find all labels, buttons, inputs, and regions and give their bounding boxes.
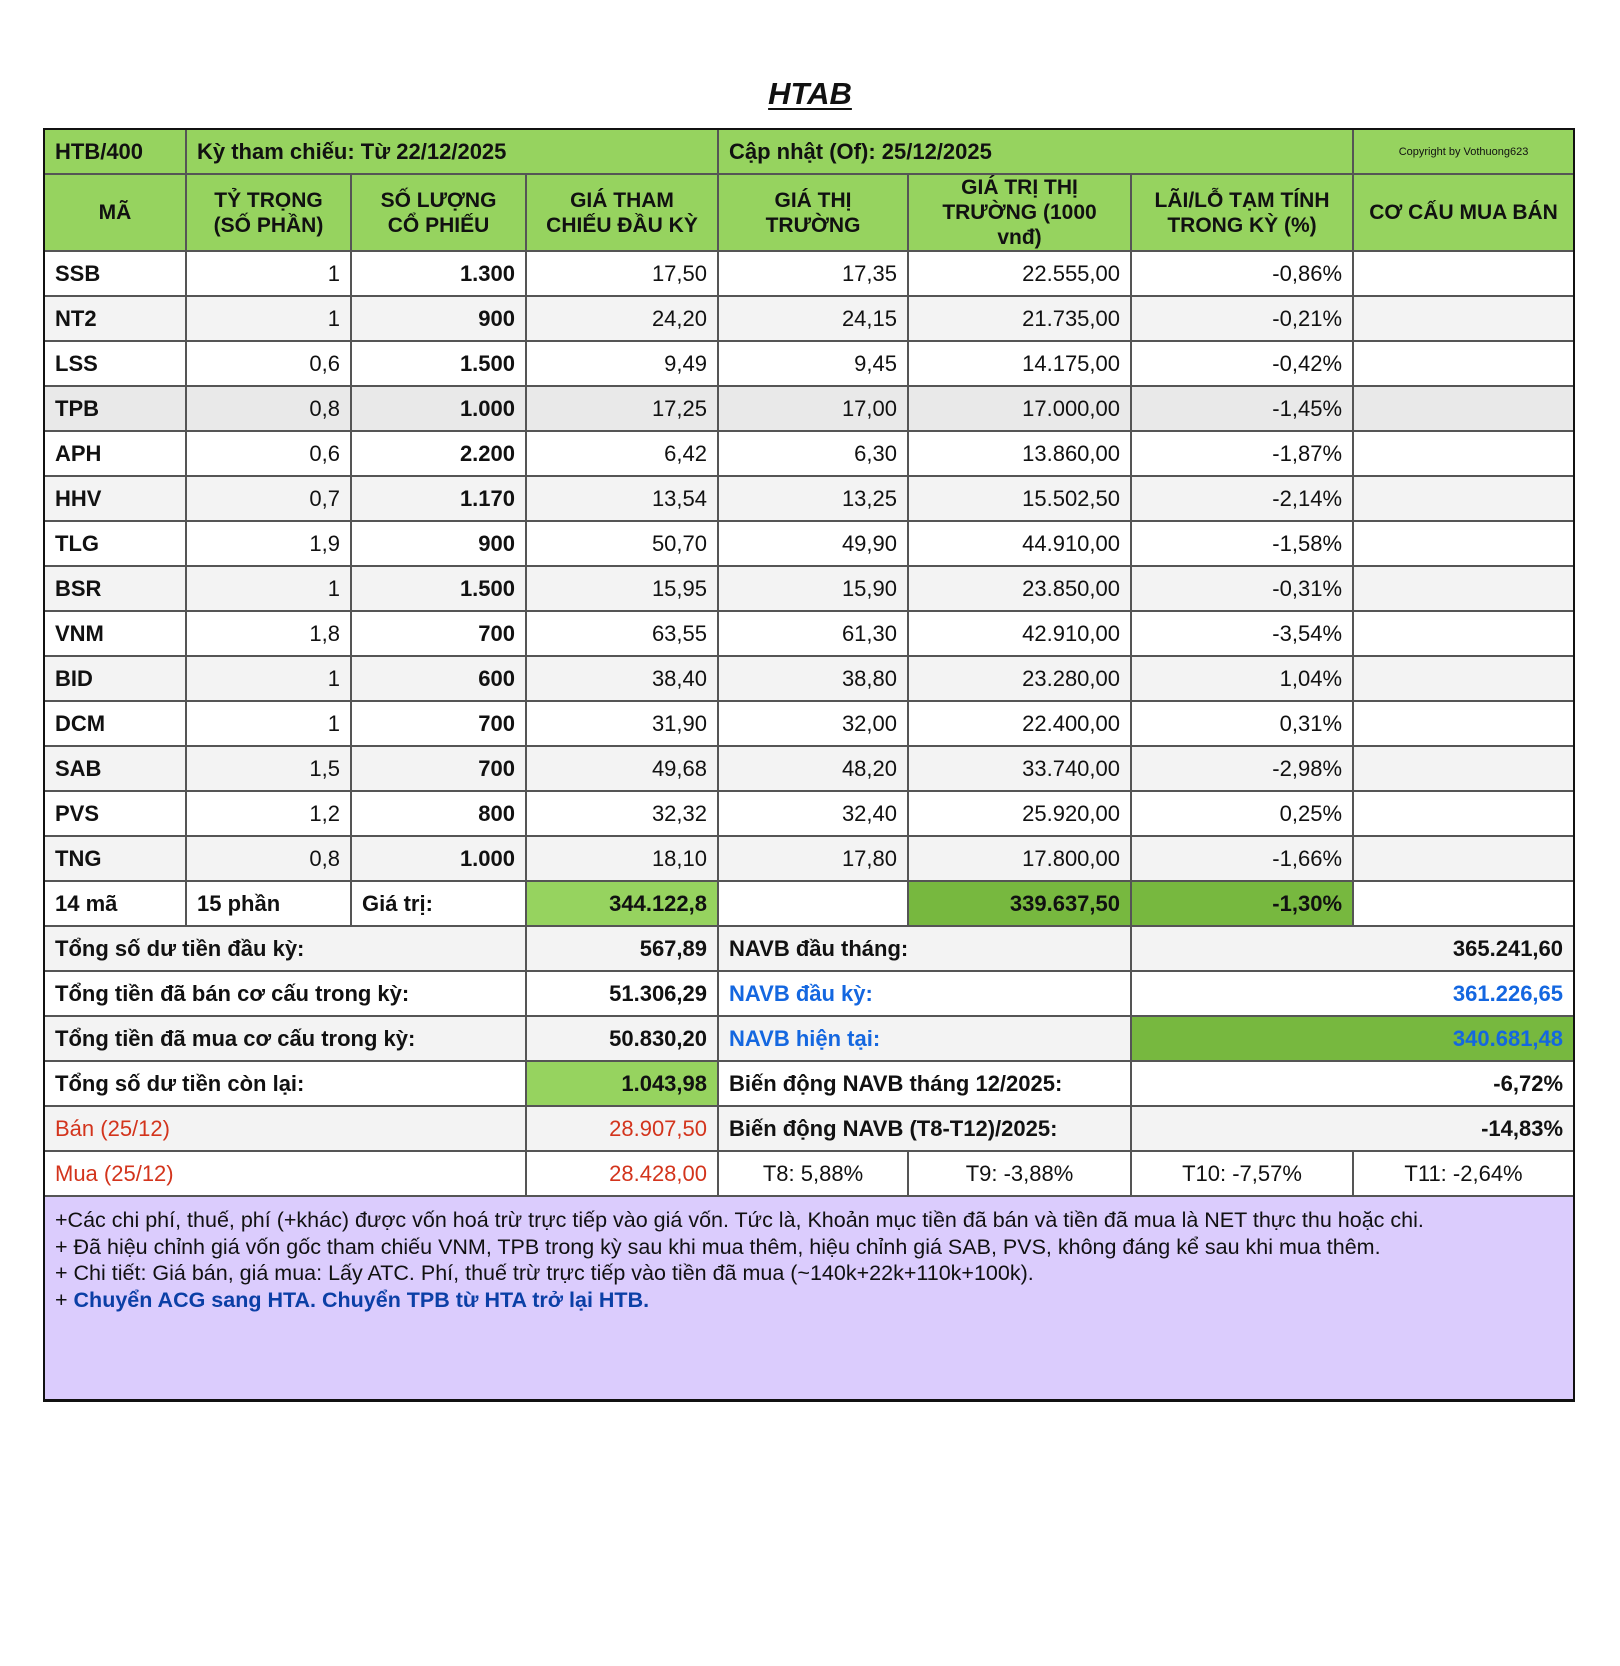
bought-label: Tổng tiền đã mua cơ cấu trong kỳ: — [45, 1016, 526, 1061]
note-prefix: + — [55, 1287, 74, 1312]
column-header-row — [45, 174, 1573, 251]
cell-rebalance — [1353, 836, 1573, 881]
sell-today-label: Bán (25/12) — [45, 1106, 526, 1151]
cell-ref-price: 17,25 — [526, 386, 718, 431]
cell-pnl: -2,14% — [1131, 476, 1353, 521]
total-market-value: 339.637,50 — [908, 881, 1131, 926]
notes-row — [45, 1196, 1573, 1399]
navb-month-start-label: NAVB đầu tháng: — [718, 926, 1131, 971]
cell-quantity: 1.000 — [351, 836, 526, 881]
table-row — [45, 701, 1573, 746]
cell-market-value: 22.400,00 — [908, 701, 1131, 746]
portfolio-code: HTB/400 — [45, 130, 186, 174]
remaining-cash-label: Tổng số dư tiền còn lại: — [45, 1061, 526, 1106]
cell-weight: 1 — [186, 566, 351, 611]
cell-market-value: 42.910,00 — [908, 611, 1131, 656]
cell-pnl: -0,21% — [1131, 296, 1353, 341]
cell-weight: 1 — [186, 251, 351, 296]
table-row — [45, 251, 1573, 296]
cell-pnl: 0,31% — [1131, 701, 1353, 746]
table-row — [45, 836, 1573, 881]
header-ticker: MÃ — [45, 174, 186, 251]
cell-market-price: 32,00 — [718, 701, 908, 746]
table-row — [45, 476, 1573, 521]
cell-rebalance — [1353, 476, 1573, 521]
cell-weight: 1,5 — [186, 746, 351, 791]
monthly-change-t11: T11: -2,64% — [1353, 1151, 1573, 1196]
cell-market-price: 17,00 — [718, 386, 908, 431]
cell-market-value: 17.800,00 — [908, 836, 1131, 881]
cell-rebalance — [1353, 701, 1573, 746]
cell-rebalance — [1353, 746, 1573, 791]
cell-ticker: DCM — [45, 701, 186, 746]
header-market-value: GIÁ TRỊ THỊ TRƯỜNG (1000 vnđ) — [908, 174, 1131, 251]
cell-quantity: 800 — [351, 791, 526, 836]
sold-label: Tổng tiền đã bán cơ cấu trong kỳ: — [45, 971, 526, 1016]
summary-row — [45, 926, 1573, 971]
cell-ticker: TLG — [45, 521, 186, 566]
cell-weight: 1 — [186, 656, 351, 701]
cell-quantity: 900 — [351, 521, 526, 566]
cell-ref-price: 9,49 — [526, 341, 718, 386]
monthly-change-t8: T8: 5,88% — [718, 1151, 908, 1196]
cell-ticker: HHV — [45, 476, 186, 521]
cell-pnl: -1,66% — [1131, 836, 1353, 881]
cell-market-value: 14.175,00 — [908, 341, 1131, 386]
cell-market-price: 38,80 — [718, 656, 908, 701]
cell-weight: 0,8 — [186, 386, 351, 431]
cell-rebalance — [1353, 611, 1573, 656]
cell-weight: 0,8 — [186, 836, 351, 881]
header-quantity: SỐ LƯỢNG CỔ PHIẾU — [351, 174, 526, 251]
cell-pnl: -1,45% — [1131, 386, 1353, 431]
cell-weight: 0,6 — [186, 431, 351, 476]
table-row — [45, 296, 1573, 341]
table-row — [45, 341, 1573, 386]
summary-row — [45, 1061, 1573, 1106]
cell-ticker: LSS — [45, 341, 186, 386]
cell-rebalance — [1353, 431, 1573, 476]
update-date: Cập nhật (Of): 25/12/2025 — [718, 130, 1353, 174]
table-row — [45, 386, 1573, 431]
cell-pnl: -1,58% — [1131, 521, 1353, 566]
sell-today-value: 28.907,50 — [526, 1106, 718, 1151]
header-ref-price: GIÁ THAM CHIẾU ĐẦU KỲ — [526, 174, 718, 251]
total-value-label: Giá trị: — [351, 881, 526, 926]
cell-market-value: 13.860,00 — [908, 431, 1131, 476]
header-weight: TỶ TRỌNG (SỐ PHẦN) — [186, 174, 351, 251]
summary-row — [45, 1106, 1573, 1151]
cell-pnl: 1,04% — [1131, 656, 1353, 701]
header-rebalance: CƠ CẤU MUA BÁN — [1353, 174, 1573, 251]
cell-quantity: 700 — [351, 611, 526, 656]
cell-rebalance — [1353, 566, 1573, 611]
navb-month-change-value: -6,72% — [1131, 1061, 1573, 1106]
total-empty — [718, 881, 908, 926]
cell-ticker: NT2 — [45, 296, 186, 341]
cell-rebalance — [1353, 521, 1573, 566]
header-pnl: LÃI/LỖ TẠM TÍNH TRONG KỲ (%) — [1131, 174, 1353, 251]
opening-cash-value: 567,89 — [526, 926, 718, 971]
cell-pnl: -2,98% — [1131, 746, 1353, 791]
cell-ticker: SAB — [45, 746, 186, 791]
monthly-change-t10: T10: -7,57% — [1131, 1151, 1353, 1196]
table-row — [45, 656, 1573, 701]
cell-market-price: 6,30 — [718, 431, 908, 476]
cell-market-price: 49,90 — [718, 521, 908, 566]
cell-ref-price: 50,70 — [526, 521, 718, 566]
cell-pnl: -1,87% — [1131, 431, 1353, 476]
cell-ref-price: 24,20 — [526, 296, 718, 341]
table-row — [45, 791, 1573, 836]
note-line: +Các chi phí, thuế, phí (+khác) được vốn hoá trừ trực tiếp vào giá vốn. Tức là, Khoản mục tiền đã bán và tiền đã mua là NET thực thu hoặc chi. — [55, 1208, 1424, 1232]
total-pnl: -1,30% — [1131, 881, 1353, 926]
cell-pnl: -0,86% — [1131, 251, 1353, 296]
buy-today-label: Mua (25/12) — [45, 1151, 526, 1196]
cell-market-price: 32,40 — [718, 791, 908, 836]
navb-current-label: NAVB hiện tại: — [718, 1016, 1131, 1061]
portfolio-sheet — [43, 128, 1575, 1402]
navb-period-start-label: NAVB đầu kỳ: — [718, 971, 1131, 1016]
copyright: Copyright by Vothuong623 — [1353, 130, 1573, 174]
cell-pnl: 0,25% — [1131, 791, 1353, 836]
table-row — [45, 566, 1573, 611]
cell-weight: 1 — [186, 296, 351, 341]
cell-ref-price: 17,50 — [526, 251, 718, 296]
cell-market-value: 23.850,00 — [908, 566, 1131, 611]
cell-rebalance — [1353, 386, 1573, 431]
cell-ref-price: 63,55 — [526, 611, 718, 656]
navb-period-start-value: 361.226,65 — [1131, 971, 1573, 1016]
opening-cash-label: Tổng số dư tiền đầu kỳ: — [45, 926, 526, 971]
cell-market-value: 44.910,00 — [908, 521, 1131, 566]
cell-quantity: 700 — [351, 701, 526, 746]
cell-weight: 0,6 — [186, 341, 351, 386]
cell-rebalance — [1353, 656, 1573, 701]
summary-row — [45, 971, 1573, 1016]
summary-row — [45, 1016, 1573, 1061]
cell-market-price: 17,80 — [718, 836, 908, 881]
cell-market-value: 17.000,00 — [908, 386, 1131, 431]
cell-market-value: 33.740,00 — [908, 746, 1131, 791]
bought-value: 50.830,20 — [526, 1016, 718, 1061]
info-row — [45, 130, 1573, 174]
total-rebalance — [1353, 881, 1573, 926]
cell-quantity: 1.300 — [351, 251, 526, 296]
cell-market-value: 22.555,00 — [908, 251, 1131, 296]
note-line: + Chi tiết: Giá bán, giá mua: Lấy ATC. Phí, thuế trừ trực tiếp vào tiền đã mua (~140k+22k+110k+100k). — [55, 1261, 1034, 1285]
cell-market-value: 23.280,00 — [908, 656, 1131, 701]
cell-weight: 0,7 — [186, 476, 351, 521]
cell-market-price: 24,15 — [718, 296, 908, 341]
table-row — [45, 521, 1573, 566]
cell-ref-price: 32,32 — [526, 791, 718, 836]
cell-ticker: TPB — [45, 386, 186, 431]
cell-pnl: -0,42% — [1131, 341, 1353, 386]
summary-row — [45, 1151, 1573, 1196]
reference-period: Kỳ tham chiếu: Từ 22/12/2025 — [186, 130, 718, 174]
portfolio-table — [45, 130, 1573, 1399]
cell-ticker: SSB — [45, 251, 186, 296]
navb-month-change-label: Biến động NAVB tháng 12/2025: — [718, 1061, 1131, 1106]
cell-market-price: 17,35 — [718, 251, 908, 296]
note-highlight: Chuyển ACG sang HTA. Chuyển TPB từ HTA trở lại HTB. — [73, 1287, 650, 1312]
remaining-cash-value: 1.043,98 — [526, 1061, 718, 1106]
buy-today-value: 28.428,00 — [526, 1151, 718, 1196]
total-ref-value: 344.122,8 — [526, 881, 718, 926]
table-row — [45, 431, 1573, 476]
total-parts: 15 phần — [186, 881, 351, 926]
cell-quantity: 600 — [351, 656, 526, 701]
navb-range-change-label: Biến động NAVB (T8-T12)/2025: — [718, 1106, 1131, 1151]
navb-month-start-value: 365.241,60 — [1131, 926, 1573, 971]
cell-pnl: -3,54% — [1131, 611, 1353, 656]
cell-rebalance — [1353, 296, 1573, 341]
notes-box — [45, 1196, 1573, 1399]
total-count: 14 mã — [45, 881, 186, 926]
cell-quantity: 2.200 — [351, 431, 526, 476]
cell-rebalance — [1353, 251, 1573, 296]
cell-market-price: 9,45 — [718, 341, 908, 386]
note-line: + Đã hiệu chỉnh giá vốn gốc tham chiếu VNM, TPB trong kỳ sau khi mua thêm, hiệu chỉnh giá SAB, PVS, không đáng kể sau khi mua thêm. — [55, 1234, 1381, 1259]
header-market-price: GIÁ THỊ TRƯỜNG — [718, 174, 908, 251]
cell-market-price: 61,30 — [718, 611, 908, 656]
cell-ticker: BSR — [45, 566, 186, 611]
cell-ref-price: 31,90 — [526, 701, 718, 746]
cell-ticker: VNM — [45, 611, 186, 656]
cell-ticker: BID — [45, 656, 186, 701]
cell-ref-price: 13,54 — [526, 476, 718, 521]
cell-weight: 1 — [186, 701, 351, 746]
cell-quantity: 1.000 — [351, 386, 526, 431]
sold-value: 51.306,29 — [526, 971, 718, 1016]
cell-market-value: 21.735,00 — [908, 296, 1131, 341]
table-row — [45, 611, 1573, 656]
cell-quantity: 900 — [351, 296, 526, 341]
monthly-change-t9: T9: -3,88% — [908, 1151, 1131, 1196]
navb-current-value: 340.681,48 — [1131, 1016, 1573, 1061]
page-title: HTAB — [768, 76, 852, 111]
cell-ticker: PVS — [45, 791, 186, 836]
navb-range-change-value: -14,83% — [1131, 1106, 1573, 1151]
cell-ticker: TNG — [45, 836, 186, 881]
note-line — [55, 1287, 1563, 1314]
cell-weight: 1,9 — [186, 521, 351, 566]
cell-ref-price: 38,40 — [526, 656, 718, 701]
cell-quantity: 1.500 — [351, 566, 526, 611]
cell-weight: 1,8 — [186, 611, 351, 656]
cell-market-value: 25.920,00 — [908, 791, 1131, 836]
cell-quantity: 700 — [351, 746, 526, 791]
cell-ref-price: 6,42 — [526, 431, 718, 476]
cell-market-price: 15,90 — [718, 566, 908, 611]
cell-pnl: -0,31% — [1131, 566, 1353, 611]
cell-quantity: 1.500 — [351, 341, 526, 386]
cell-rebalance — [1353, 791, 1573, 836]
cell-ref-price: 18,10 — [526, 836, 718, 881]
cell-weight: 1,2 — [186, 791, 351, 836]
cell-market-value: 15.502,50 — [908, 476, 1131, 521]
cell-market-price: 13,25 — [718, 476, 908, 521]
cell-quantity: 1.170 — [351, 476, 526, 521]
cell-ref-price: 49,68 — [526, 746, 718, 791]
totals-row — [45, 881, 1573, 926]
cell-ticker: APH — [45, 431, 186, 476]
table-row — [45, 746, 1573, 791]
cell-ref-price: 15,95 — [526, 566, 718, 611]
cell-rebalance — [1353, 341, 1573, 386]
cell-market-price: 48,20 — [718, 746, 908, 791]
